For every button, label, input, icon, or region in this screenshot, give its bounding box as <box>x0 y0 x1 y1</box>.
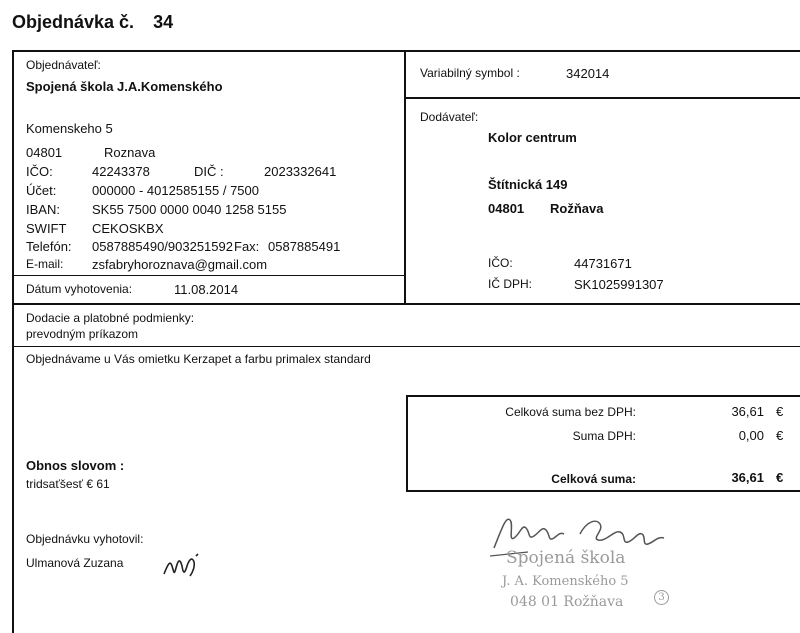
buyer-name: Spojená škola J.A.Komenského <box>26 79 223 94</box>
frame-left <box>12 50 14 633</box>
stamp-line-2: J. A. Komenského 5 <box>502 574 629 589</box>
buyer-account-label: Účet: <box>26 183 57 198</box>
order-title-label: Objednávka č. <box>12 12 135 32</box>
in-words-value: tridsaťšesť € 61 <box>26 477 110 491</box>
supplier-city: Rožňava <box>550 201 604 216</box>
buyer-iban-label: IBAN: <box>26 202 60 217</box>
total-without-vat-label: Celková suma bez DPH: <box>505 405 636 419</box>
prepared-by-label: Objednávku vyhotovil: <box>26 532 144 546</box>
divider-buyer-date <box>12 275 406 276</box>
buyer-street: Komenskeho 5 <box>26 121 113 136</box>
order-number: 34 <box>153 12 174 32</box>
frame-divider-vertical <box>404 50 406 304</box>
terms-value: prevodným príkazom <box>26 327 139 341</box>
buyer-fax-label: Fax: <box>234 239 260 254</box>
vat-amount: 0,00 <box>738 428 764 443</box>
supplier-label: Dodávateľ: <box>420 110 479 124</box>
supplier-ico-label: IČO: <box>488 256 513 270</box>
divider-terms <box>12 346 800 347</box>
terms-label: Dodacie a platobné podmienky: <box>26 311 195 325</box>
order-title <box>12 12 173 33</box>
divider-vs <box>404 97 800 99</box>
buyer-dic-label: DIČ : <box>194 164 224 179</box>
stamp-line-3: 048 01 Rožňava <box>510 594 624 610</box>
supplier-zip: 04801 <box>488 201 525 216</box>
in-words-label: Obnos slovom : <box>26 458 125 473</box>
buyer-zip: 04801 <box>26 145 63 160</box>
buyer-label: Objednávateľ: <box>26 58 101 72</box>
total-without-vat: 36,61 <box>731 404 764 419</box>
initials-signature <box>160 546 208 584</box>
stamp-line-1: Spojená škola <box>506 548 626 568</box>
buyer-phone: 0587885490/903251592 <box>92 239 233 254</box>
buyer-email-label: E-mail: <box>26 257 64 271</box>
frame-top <box>12 50 800 52</box>
supplier-name: Kolor centrum <box>488 130 577 145</box>
currency-1: € <box>776 404 784 419</box>
variable-symbol-label: Variabilný symbol : <box>420 66 520 80</box>
order-text: Objednávame u Vás omietku Kerzapet a farbu primalex standard <box>26 352 371 366</box>
buyer-account: 000000 - 4012585155 / 7500 <box>92 183 259 198</box>
buyer-dic: 2023332641 <box>264 164 337 179</box>
currency-3: € <box>776 470 784 485</box>
currency-2: € <box>776 428 784 443</box>
supplier-icdph-label: IČ DPH: <box>488 277 533 291</box>
total-label: Celková suma: <box>551 472 636 486</box>
vat-label: Suma DPH: <box>572 429 636 443</box>
prepared-by-name: Ulmanová Zuzana <box>26 556 124 570</box>
buyer-phone-label: Telefón: <box>26 239 72 254</box>
buyer-swift: CEKOSKBX <box>92 221 164 236</box>
buyer-city: Roznava <box>104 145 156 160</box>
divider-header-bottom <box>12 303 800 305</box>
stamp-mark: 3 <box>654 590 669 605</box>
issue-date: 11.08.2014 <box>174 282 239 297</box>
issue-date-label: Dátum vyhotovenia: <box>26 282 133 296</box>
buyer-fax: 0587885491 <box>268 239 341 254</box>
buyer-iban: SK55 7500 0000 0040 1258 5155 <box>92 202 287 217</box>
supplier-street: Štítnická 149 <box>488 177 568 192</box>
buyer-ico: 42243378 <box>92 164 150 179</box>
supplier-ico: 44731671 <box>574 256 632 271</box>
buyer-email: zsfabryhoroznava@gmail.com <box>92 257 268 272</box>
variable-symbol: 342014 <box>566 66 610 81</box>
buyer-swift-label: SWIFT <box>26 221 67 236</box>
total-amount: 36,61 <box>731 470 764 485</box>
buyer-ico-label: IČO: <box>26 164 53 179</box>
supplier-icdph: SK1025991307 <box>574 277 664 292</box>
